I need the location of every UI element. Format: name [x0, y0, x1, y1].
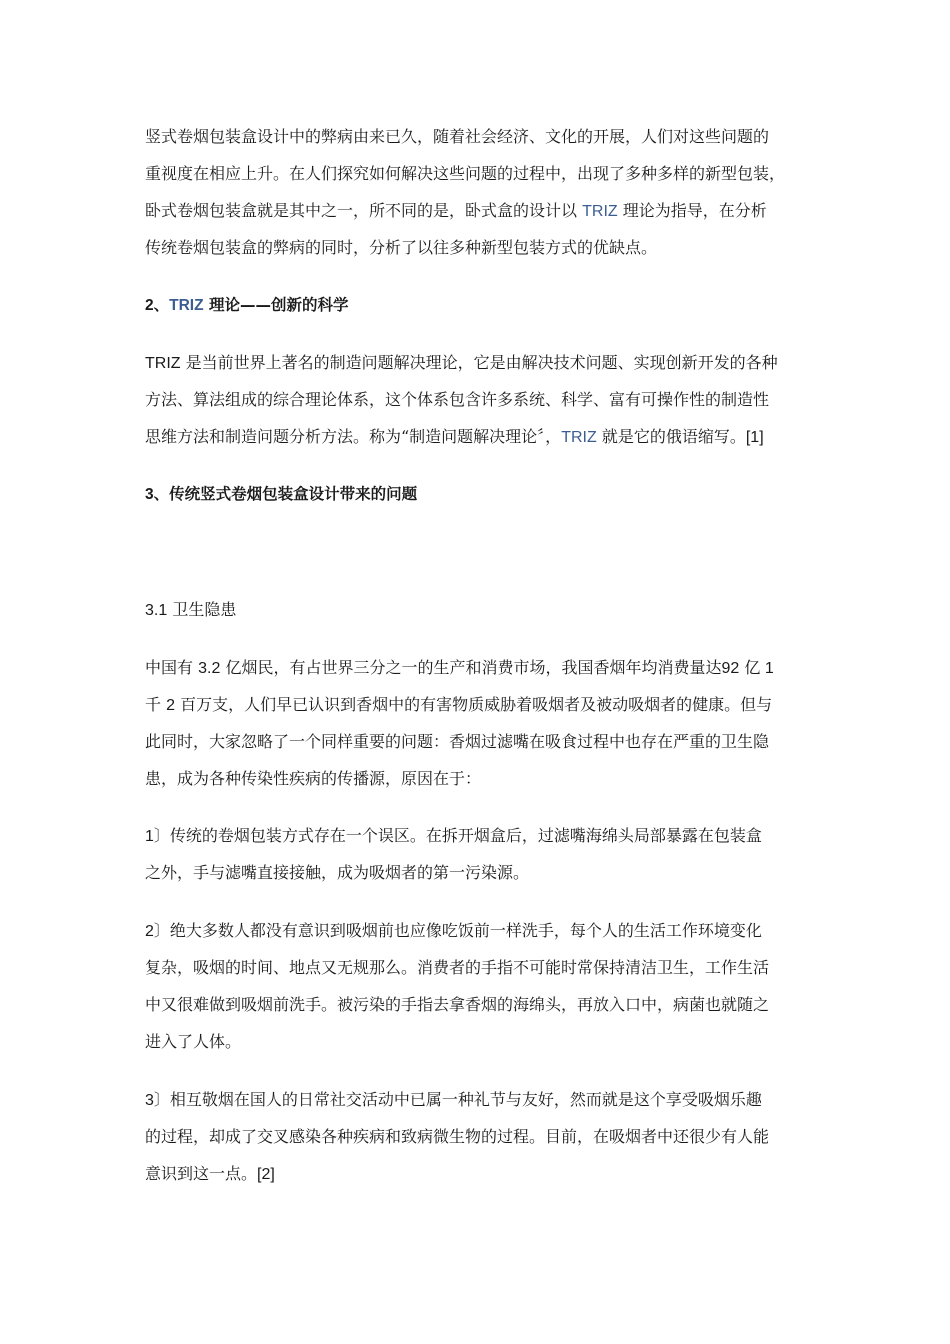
paragraph-hygiene — [145, 649, 810, 797]
text-line: TRIZ 是当前世界上著名的制造问题解决理论，它是由解决技术问题、实现创新开发的各种 — [145, 353, 778, 372]
text-line: 3〕相互敬烟在国人的日常社交活动中已属一种礼节与友好，然而就是这个享受吸烟乐趣 — [145, 1090, 762, 1109]
text-line: 重视度在相应上升。在人们探究如何解决这些问题的过程中，出现了多种多样的新型包装， — [145, 164, 786, 183]
paragraph-triz-definition — [145, 344, 810, 455]
text-line: 传统卷烟包装盒的弊病的同时，分析了以往多种新型包装方式的优缺点。 — [145, 238, 658, 257]
text-line: 进入了人体。 — [145, 1032, 242, 1051]
text-line: 卧式卷烟包装盒就是其中之一，所不同的是，卧式盒的设计以 TRIZ 理论为指导，在分析 — [145, 201, 767, 220]
citation: [2] — [257, 1166, 275, 1183]
section-heading-2: 2、TRIZ 理论——创新的科学 — [145, 296, 349, 314]
text-line: 之外，手与滤嘴直接接触，成为吸烟者的第一污染源。 — [145, 863, 530, 882]
text-line: 意识到这一点。[2] — [145, 1164, 275, 1183]
paragraph-intro — [145, 118, 810, 266]
list-item-2 — [145, 912, 810, 1060]
list-item-3 — [145, 1081, 810, 1192]
section-heading-3: 3、传统竖式卷烟包装盒设计带来的问题 — [145, 485, 418, 503]
text-line: 患，成为各种传染性疾病的传播源，原因在于： — [145, 769, 482, 788]
list-item-1 — [145, 817, 810, 891]
text-line: 千 2 百万支，人们早已认识到香烟中的有害物质威胁着吸烟者及被动吸烟者的健康。但与 — [145, 695, 773, 714]
citation: [1] — [745, 429, 764, 446]
text-line: 此同时，大家忽略了一个同样重要的问题：香烟过滤嘴在吸食过程中也存在严重的卫生隐 — [145, 732, 770, 751]
text-line: 的过程，却成了交叉感染各种疾病和致病微生物的过程。目前，在吸烟者中还很少有人能 — [145, 1127, 770, 1146]
text-line: 2〕绝大多数人都没有意识到吸烟前也应像吃饭前一样洗手，每个人的生活工作环境变化 — [145, 921, 762, 940]
text-line: 中又很难做到吸烟前洗手。被污染的手指去拿香烟的海绵头，再放入口中，病菌也就随之 — [145, 995, 770, 1014]
text-line: 思维方法和制造问题分析方法。称为“制造问题解决理论〞，TRIZ 就是它的俄语缩写。[1] — [145, 427, 764, 446]
text-line: 中国有 3.2 亿烟民，有占世界三分之一的生产和消费市场，我国香烟年均消费量达92 亿 1 — [145, 658, 774, 677]
subsection-heading-3-1: 3.1 卫生隐患 — [145, 600, 237, 619]
text-line: 竖式卷烟包装盒设计中的弊病由来已久，随着社会经济、文化的开展，人们对这些问题的 — [145, 127, 770, 146]
triz-term: TRIZ — [169, 297, 204, 314]
text-line: 方法、算法组成的综合理论体系，这个体系包含许多系统、科学、富有可操作性的制造性 — [145, 390, 770, 409]
text-line: 1〕传统的卷烟包装方式存在一个误区。在拆开烟盒后，过滤嘴海绵头局部暴露在包装盒 — [145, 826, 762, 845]
triz-term: TRIZ — [561, 429, 597, 446]
text-line: 复杂，吸烟的时间、地点又无规那么。消费者的手指不可能时常保持清洁卫生，工作生活 — [145, 958, 770, 977]
triz-term: TRIZ — [582, 203, 618, 220]
